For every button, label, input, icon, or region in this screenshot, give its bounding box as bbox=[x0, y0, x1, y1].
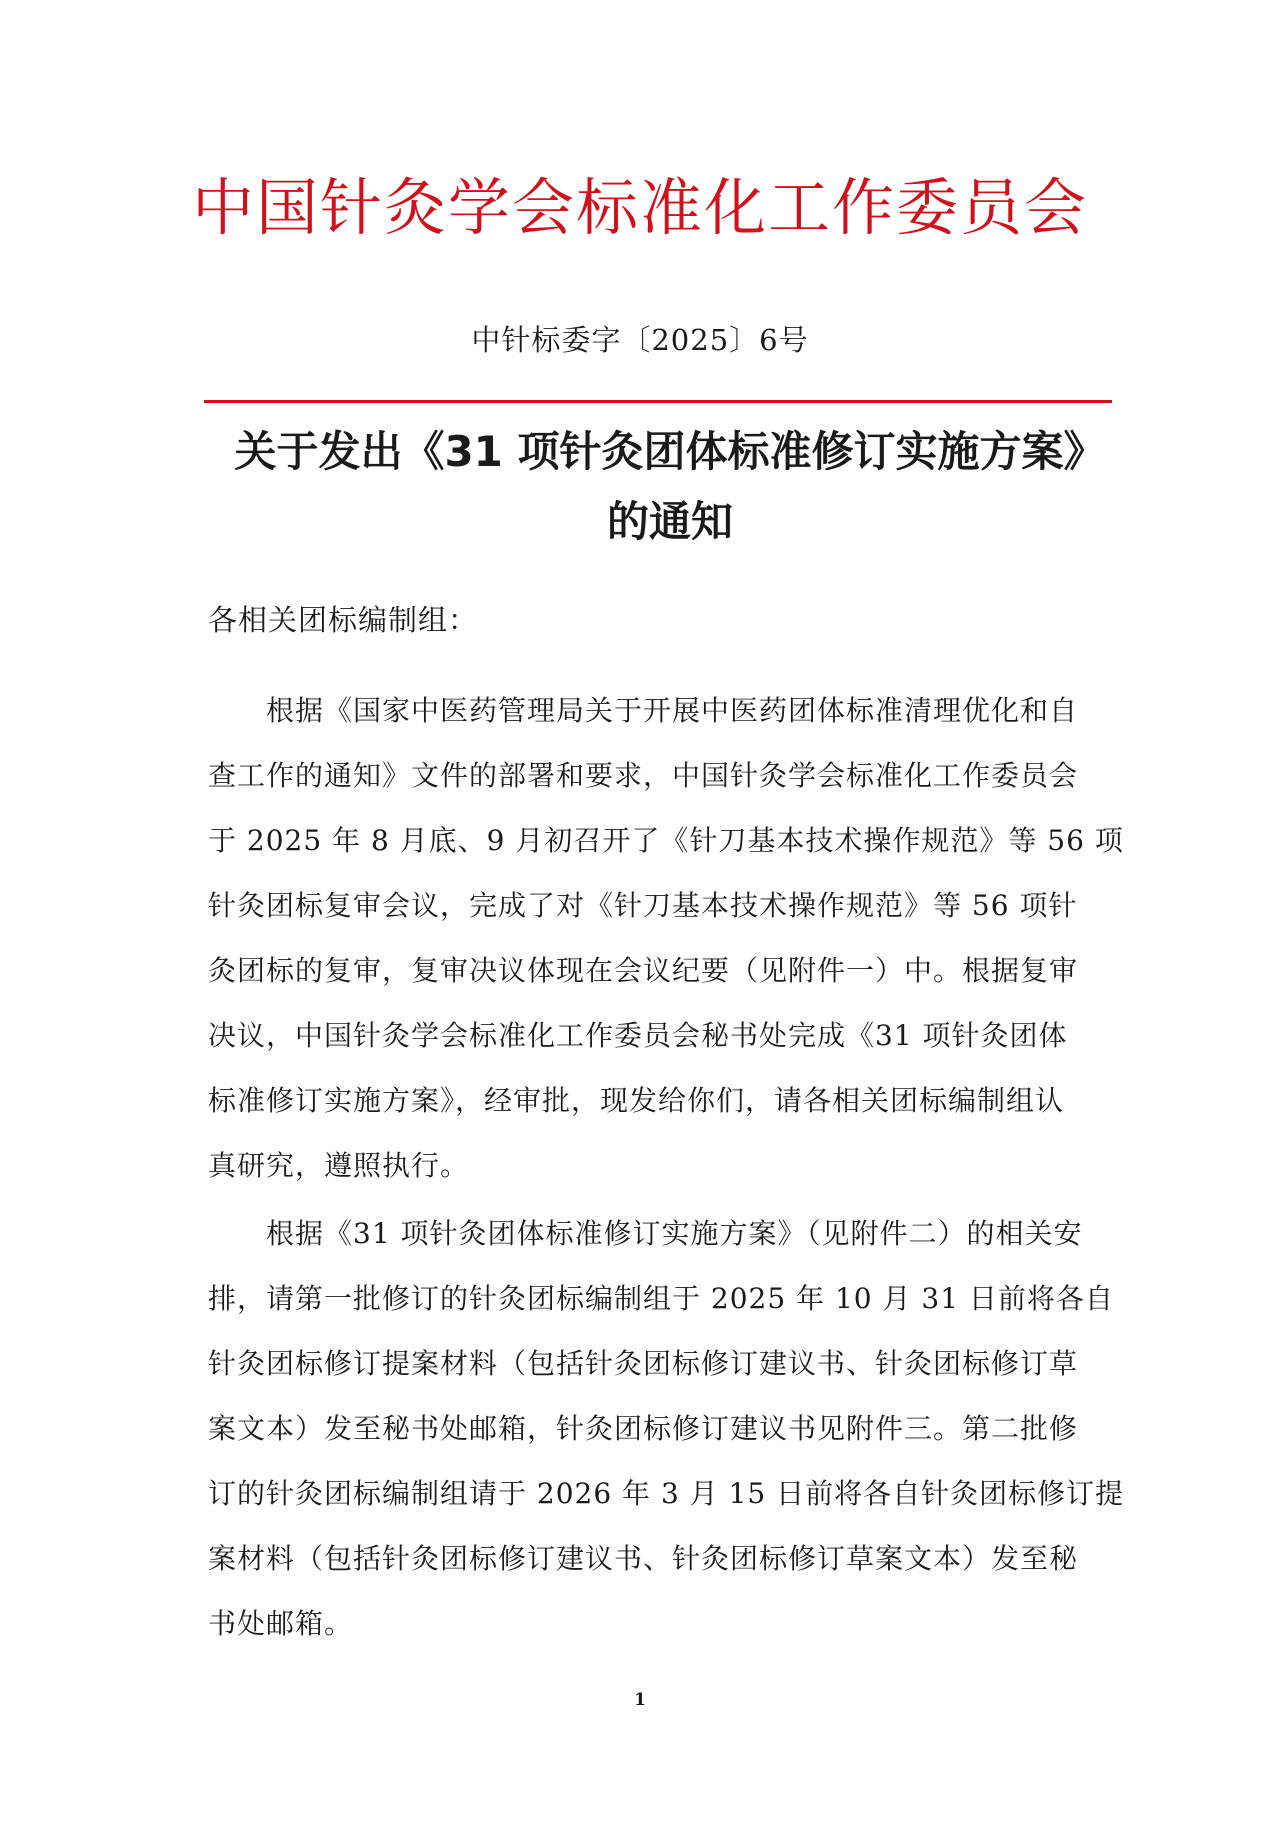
addressee: 各相关团标编制组： bbox=[208, 603, 479, 637]
paragraph-line: 针灸团标复审会议，完成了对《针刀基本技术操作规范》等 56 项针 bbox=[208, 889, 1078, 922]
body-paragraph-1 bbox=[208, 678, 1124, 1198]
red-divider-line bbox=[204, 400, 1112, 403]
paragraph-line: 案材料（包括针灸团标修订建议书、针灸团标修订草案文本）发至秘 bbox=[208, 1542, 1079, 1575]
issuing-organization-header: 中国针灸学会标准化工作委员会 bbox=[191, 171, 1088, 244]
paragraph-line: 订的针灸团标编制组请于 2026 年 3 月 15 日前将各自针灸团标修订提 bbox=[208, 1477, 1125, 1510]
paragraph-line: 于 2025 年 8 月底、9 月初召开了《针刀基本技术操作规范》等 56 项 bbox=[208, 824, 1124, 857]
paragraph-line: 案文本）发至秘书处邮箱，针灸团标修订建议书见附件三。第二批修 bbox=[208, 1412, 1079, 1445]
paragraph-line: 根据《国家中医药管理局关于开展中医药团体标准清理优化和自 bbox=[266, 694, 1079, 727]
page-number: 1 bbox=[634, 1690, 646, 1710]
paragraph-line: 灸团标的复审，复审决议体现在会议纪要（见附件一）中。根据复审 bbox=[208, 954, 1079, 987]
paragraph-line: 根据《31 项针灸团体标准修订实施方案》（见附件二）的相关安 bbox=[266, 1217, 1083, 1250]
paragraph-line: 标准修订实施方案》，经审批，现发给你们，请各相关团标编制组认 bbox=[208, 1084, 1065, 1117]
paragraph-line: 决议，中国针灸学会标准化工作委员会秘书处完成《31 项针灸团体 bbox=[208, 1019, 1068, 1052]
notice-title bbox=[200, 417, 1140, 557]
paragraph-line: 针灸团标修订提案材料（包括针灸团标修订建议书、针灸团标修订草 bbox=[208, 1347, 1079, 1380]
notice-title-line-2: 的通知 bbox=[606, 497, 733, 546]
document-number: 中针标委字〔2025〕6号 bbox=[471, 323, 809, 357]
paragraph-line: 查工作的通知》文件的部署和要求，中国针灸学会标准化工作委员会 bbox=[208, 759, 1079, 792]
paragraph-line: 真研究，遵照执行。 bbox=[208, 1149, 470, 1182]
notice-title-line-1: 关于发出《31 项针灸团体标准修订实施方案》 bbox=[234, 427, 1106, 476]
body-paragraph-2 bbox=[208, 1201, 1125, 1656]
paragraph-line: 排，请第一批修订的针灸团标编制组于 2025 年 10 月 31 日前将各自 bbox=[208, 1282, 1114, 1315]
paragraph-line: 书处邮箱。 bbox=[208, 1607, 354, 1640]
